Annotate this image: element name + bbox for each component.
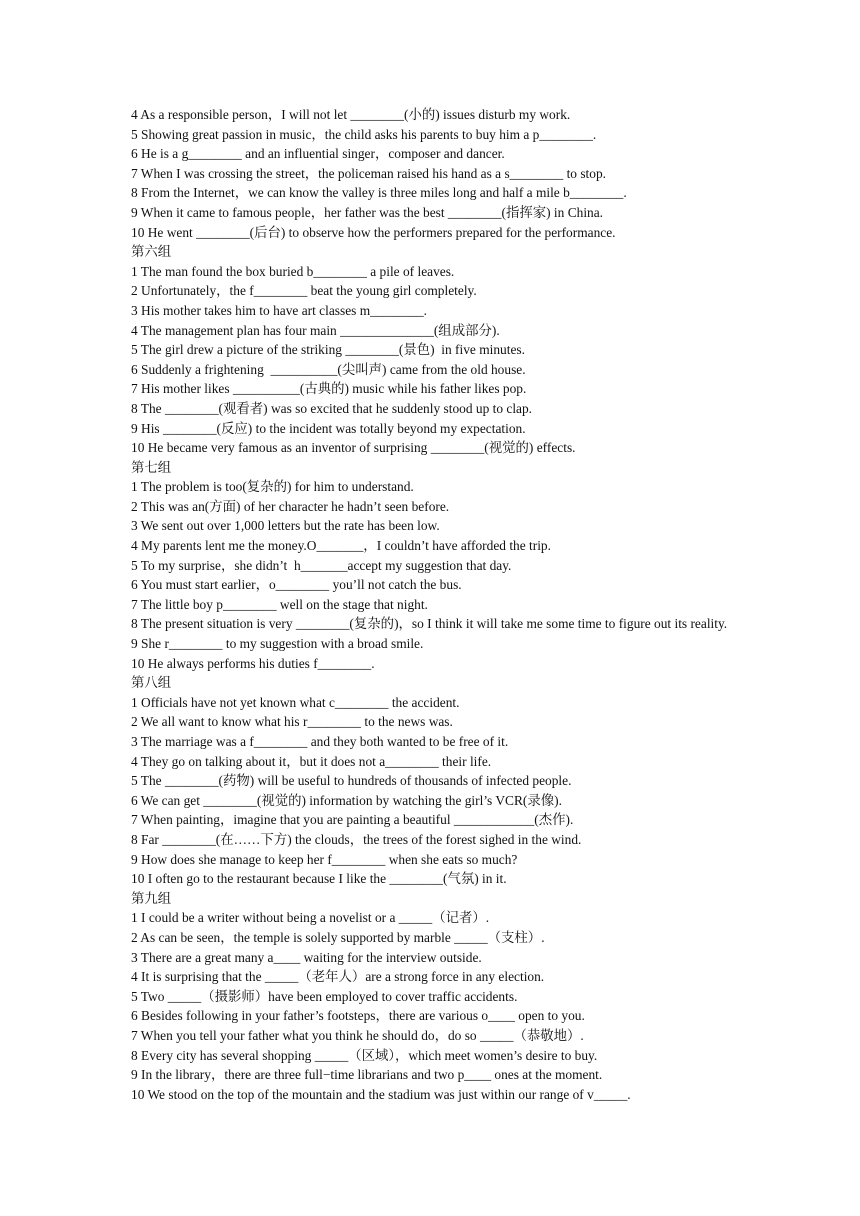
exercise-line: 2 As can be seen，the temple is solely supported by marble _____（支柱）. xyxy=(131,929,545,945)
exercise-line: 6 He is a g________ and an influential singer，composer and dancer. xyxy=(131,146,505,162)
exercise-line: 8 Every city has several shopping _____（区域），which meet women’s desire to buy. xyxy=(131,1047,598,1063)
exercise-line: 4 My parents lent me the money.O_______，I couldn’t have afforded the trip. xyxy=(131,538,551,554)
exercise-line: 8 The ________(观看者) was so excited that he suddenly stood up to clap. xyxy=(131,400,533,416)
exercise-line: 5 Showing great passion in music，the child asks his parents to buy him a p________. xyxy=(131,126,597,142)
exercise-line: 7 When painting，imagine that you are painting a beautiful ____________(杰作). xyxy=(131,812,574,828)
group-7 xyxy=(131,458,741,674)
group-8 xyxy=(131,673,741,889)
group-9 xyxy=(131,889,741,1105)
exercise-line: 7 When you tell your father what you think he should do，do so _____（恭敬地）. xyxy=(131,1027,584,1043)
exercise-line: 10 I often go to the restaurant because I like the ________(气氛) in it. xyxy=(131,871,507,887)
exercise-line: 2 This was an(方面) of her character he hadn’t seen before. xyxy=(131,498,450,514)
exercise-line: 7 His mother likes __________(古典的) music while his father likes pop. xyxy=(131,381,527,397)
exercise-line: 5 To my surprise，she didn’t h_______accept my suggestion that day. xyxy=(131,557,512,573)
exercise-line: 6 We can get ________(视觉的) information by watching the girl’s VCR(录像). xyxy=(131,792,562,808)
exercise-line: 10 We stood on the top of the mountain and the stadium was just within our range of v_____. xyxy=(131,1086,631,1102)
group-heading: 第七组 xyxy=(131,459,172,475)
exercise-line: 1 The man found the box buried b________ a pile of leaves. xyxy=(131,263,455,279)
exercise-line: 1 Officials have not yet known what c________ the accident. xyxy=(131,694,460,710)
group-heading: 第九组 xyxy=(131,890,172,906)
exercise-line: 3 The marriage was a f________ and they both wanted to be free of it. xyxy=(131,734,509,749)
exercise-line: 9 She r________ to my suggestion with a broad smile. xyxy=(131,636,424,652)
exercise-line: 4 As a responsible person，I will not let ________(小的) issues disturb my work. xyxy=(131,107,571,122)
exercise-line: 8 Far ________(在……下方) the clouds，the trees of the forest sighed in the wind. xyxy=(131,831,582,847)
exercise-line: 8 From the Internet，we can know the valley is three miles long and half a mile b________. xyxy=(131,185,627,201)
exercise-line: 5 The girl drew a picture of the striking ________(景色) in five minutes. xyxy=(131,342,525,358)
exercise-line: 2 We all want to know what his r________ to the news was. xyxy=(131,714,453,730)
exercise-line: 5 The ________(药物) will be useful to hundreds of thousands of infected people. xyxy=(131,773,572,789)
exercise-line: 6 Besides following in your father’s footsteps，there are various o____ open to you. xyxy=(131,1008,585,1024)
exercise-line: 8 The present situation is very ________(复杂的)，so I think it will take me some time to figure out its reality. xyxy=(131,616,728,632)
exercise-line: 5 Two _____（摄影师）have been employed to cover traffic accidents. xyxy=(131,988,518,1004)
exercise-line: 1 I could be a writer without being a novelist or a _____（记者）. xyxy=(131,910,490,926)
exercise-line: 4 It is surprising that the _____（老年人）are a strong force in any election. xyxy=(131,969,545,985)
group-6 xyxy=(131,242,741,458)
exercise-line: 10 He became very famous as an inventor of surprising ________(视觉的) effects. xyxy=(131,440,576,456)
exercise-line: 10 He went ________(后台) to observe how the performers prepared for the performance. xyxy=(131,224,616,240)
exercise-line: 9 His ________(反应) to the incident was totally beyond my expectation. xyxy=(131,420,526,436)
group-heading: 第八组 xyxy=(131,675,172,691)
exercise-line: 9 In the library，there are three full−time librarians and two p____ ones at the moment. xyxy=(131,1067,603,1083)
exercise-line: 9 How does she manage to keep her f________ when she eats so much? xyxy=(131,851,518,867)
exercise-line: 3 His mother takes him to have art classes m________. xyxy=(131,302,428,318)
exercise-line: 6 Suddenly a frightening __________(尖叫声) came from the old house. xyxy=(131,361,526,377)
exercise-line: 6 You must start earlier，o________ you’ll not catch the bus. xyxy=(131,577,462,593)
exercise-line: 3 There are a great many a____ waiting for the interview outside. xyxy=(131,949,482,965)
exercise-line: 10 He always performs his duties f________. xyxy=(131,655,375,671)
exercise-line: 7 The little boy p________ well on the stage that night. xyxy=(131,596,428,612)
exercise-line: 2 Unfortunately，the f________ beat the young girl completely. xyxy=(131,283,477,299)
document-body xyxy=(131,105,741,1104)
group-heading: 第六组 xyxy=(131,244,172,260)
intro-items xyxy=(131,105,741,242)
exercise-line: 7 When I was crossing the street，the policeman raised his hand as a s________ to stop. xyxy=(131,165,607,181)
exercise-line: 4 They go on talking about it，but it does not a________ their life. xyxy=(131,753,492,769)
exercise-line: 4 The management plan has four main ______________(组成部分). xyxy=(131,322,500,338)
exercise-line: 1 The problem is too(复杂的) for him to understand. xyxy=(131,479,414,495)
exercise-line: 9 When it came to famous people，her father was the best ________(指挥家) in China. xyxy=(131,204,604,220)
exercise-line: 3 We sent out over 1,000 letters but the rate has been low. xyxy=(131,518,440,534)
